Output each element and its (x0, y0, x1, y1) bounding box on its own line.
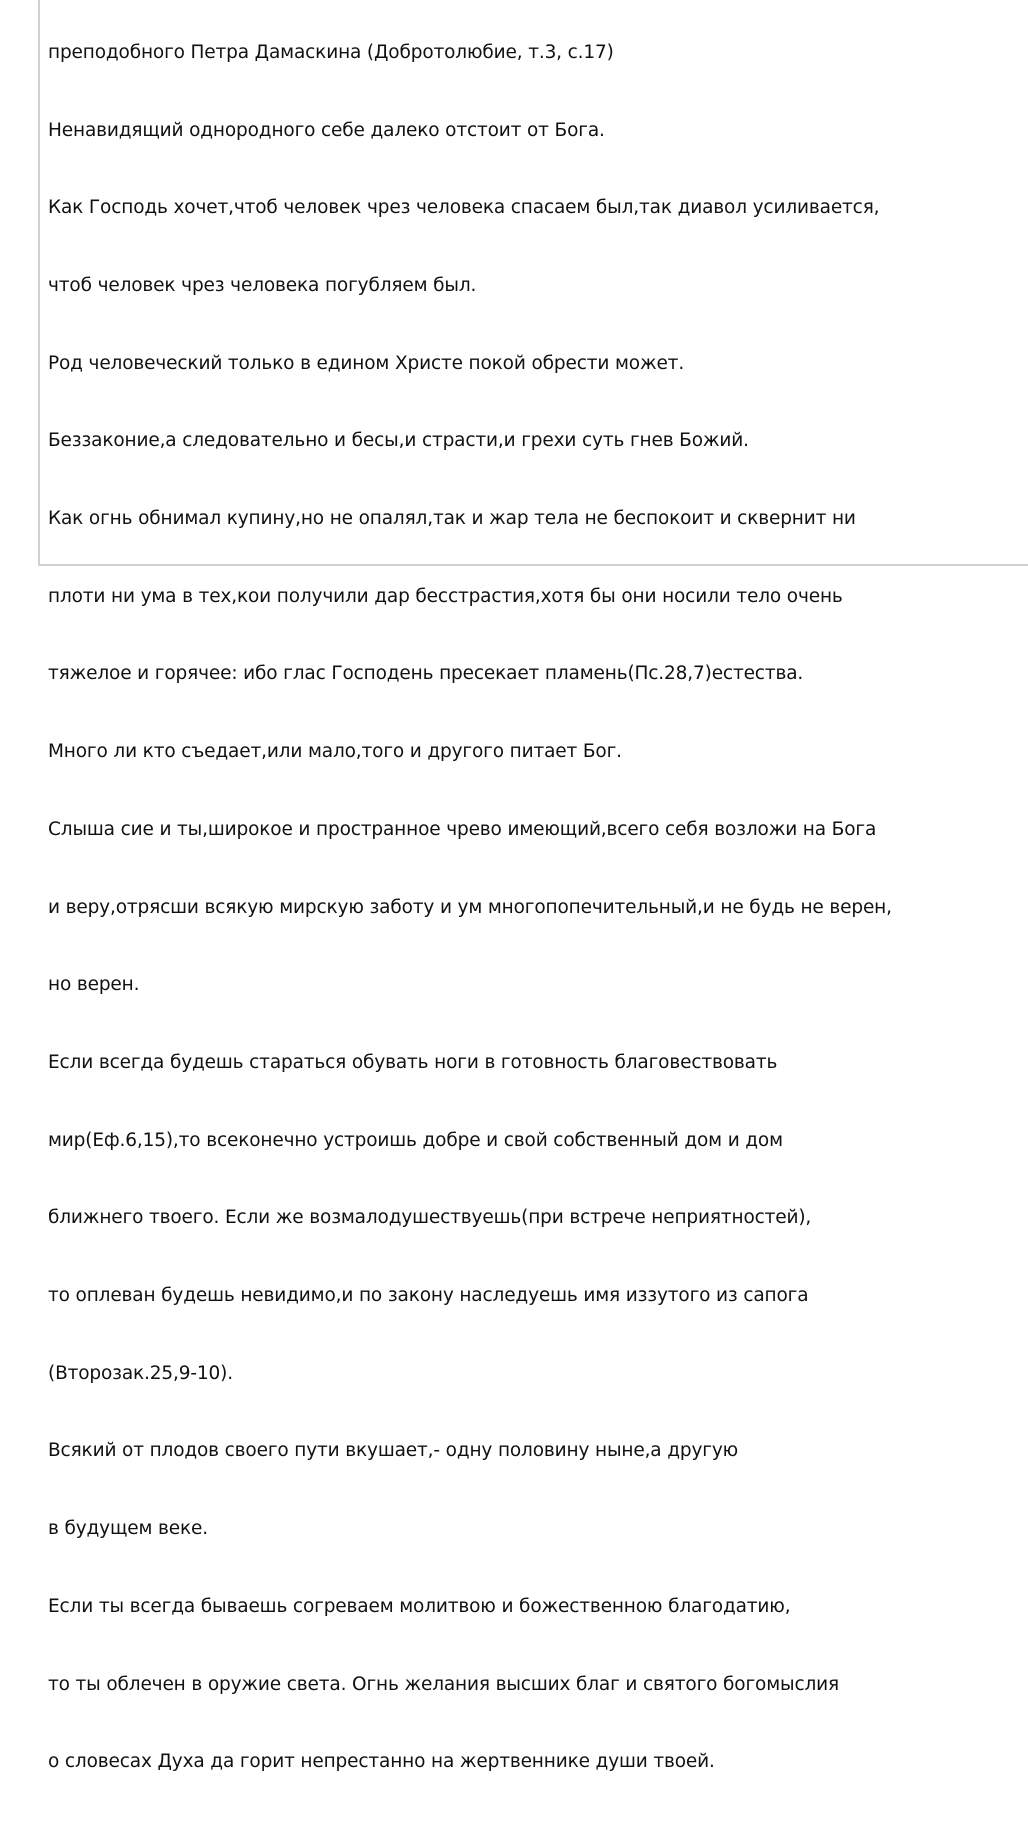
text-line: Если всегда будешь стараться обувать ноги в готовность благовествовать (48, 1051, 778, 1073)
text-line: (Второзак.25,9-10). (48, 1362, 233, 1384)
text-line: то ты облечен в оружие света. Огнь желания высших благ и святого богомыслия (48, 1673, 840, 1695)
text-line: тяжелое и горячее: ибо глас Господень пресекает пламень(Пс.28,7)естества. (48, 663, 804, 685)
text-line: Много ли кто съедает,или мало,того и другого питает Бог. (48, 741, 622, 763)
text-line: Всякий от плодов своего пути вкушает,- одну половину ныне,а другую (48, 1440, 739, 1462)
text-line: Род человеческий только в едином Христе покой обрести может. (48, 352, 685, 374)
text-line: о словесах Духа да горит непрестанно на жертвеннике души твоей. (48, 1751, 715, 1773)
text-line: мир(Еф.6,15),то всеконечно устроишь добре и свой собственный дом и дом (48, 1129, 783, 1151)
text-line: то оплеван будешь невидимо,и по закону наследуешь имя иззутого из сапога (48, 1285, 809, 1307)
text-line: ближнего твоего. Если же возмалодушествуешь(при встрече неприятностей), (48, 1207, 812, 1229)
text-line: Если ты всегда бываешь согреваем молитвою и божественною благодатию, (48, 1595, 791, 1617)
text-line: Слыша сие и ты,широкое и пространное чрево имеющий,всего себя возложи на Бога (48, 818, 877, 840)
text-line: Как огнь обнимал купину,но не опалял,так и жар тела не беспокоит и сквернит ни (48, 508, 856, 530)
text-line: Ненавидящий однородного себе далеко отстоит от Бога. (48, 119, 605, 141)
text-line: в будущем веке. (48, 1518, 208, 1540)
text-line: преподобного Петра Дамаскина (Добротолюбие, т.3, с.17) (48, 41, 614, 63)
text-line: и веру,отрясши всякую мирскую заботу и ум многопопечительный,и не будь не верен, (48, 896, 892, 918)
text-line: но верен. (48, 974, 140, 996)
text-panel (38, 0, 1028, 1773)
text-line: Беззаконие,а следовательно и бесы,и страсти,и грехи суть гнев Божий. (48, 430, 749, 452)
text-line: плоти ни ума в тех,кои получили дар бесстрастия,хотя бы они носили тело очень (48, 585, 843, 607)
text-line: чтоб человек чрез человека погубляем был. (48, 274, 477, 296)
text-line: Как Господь хочет,чтоб человек чрез человека спасаем был,так диавол усиливается, (48, 197, 880, 219)
document-text (48, 0, 892, 1827)
